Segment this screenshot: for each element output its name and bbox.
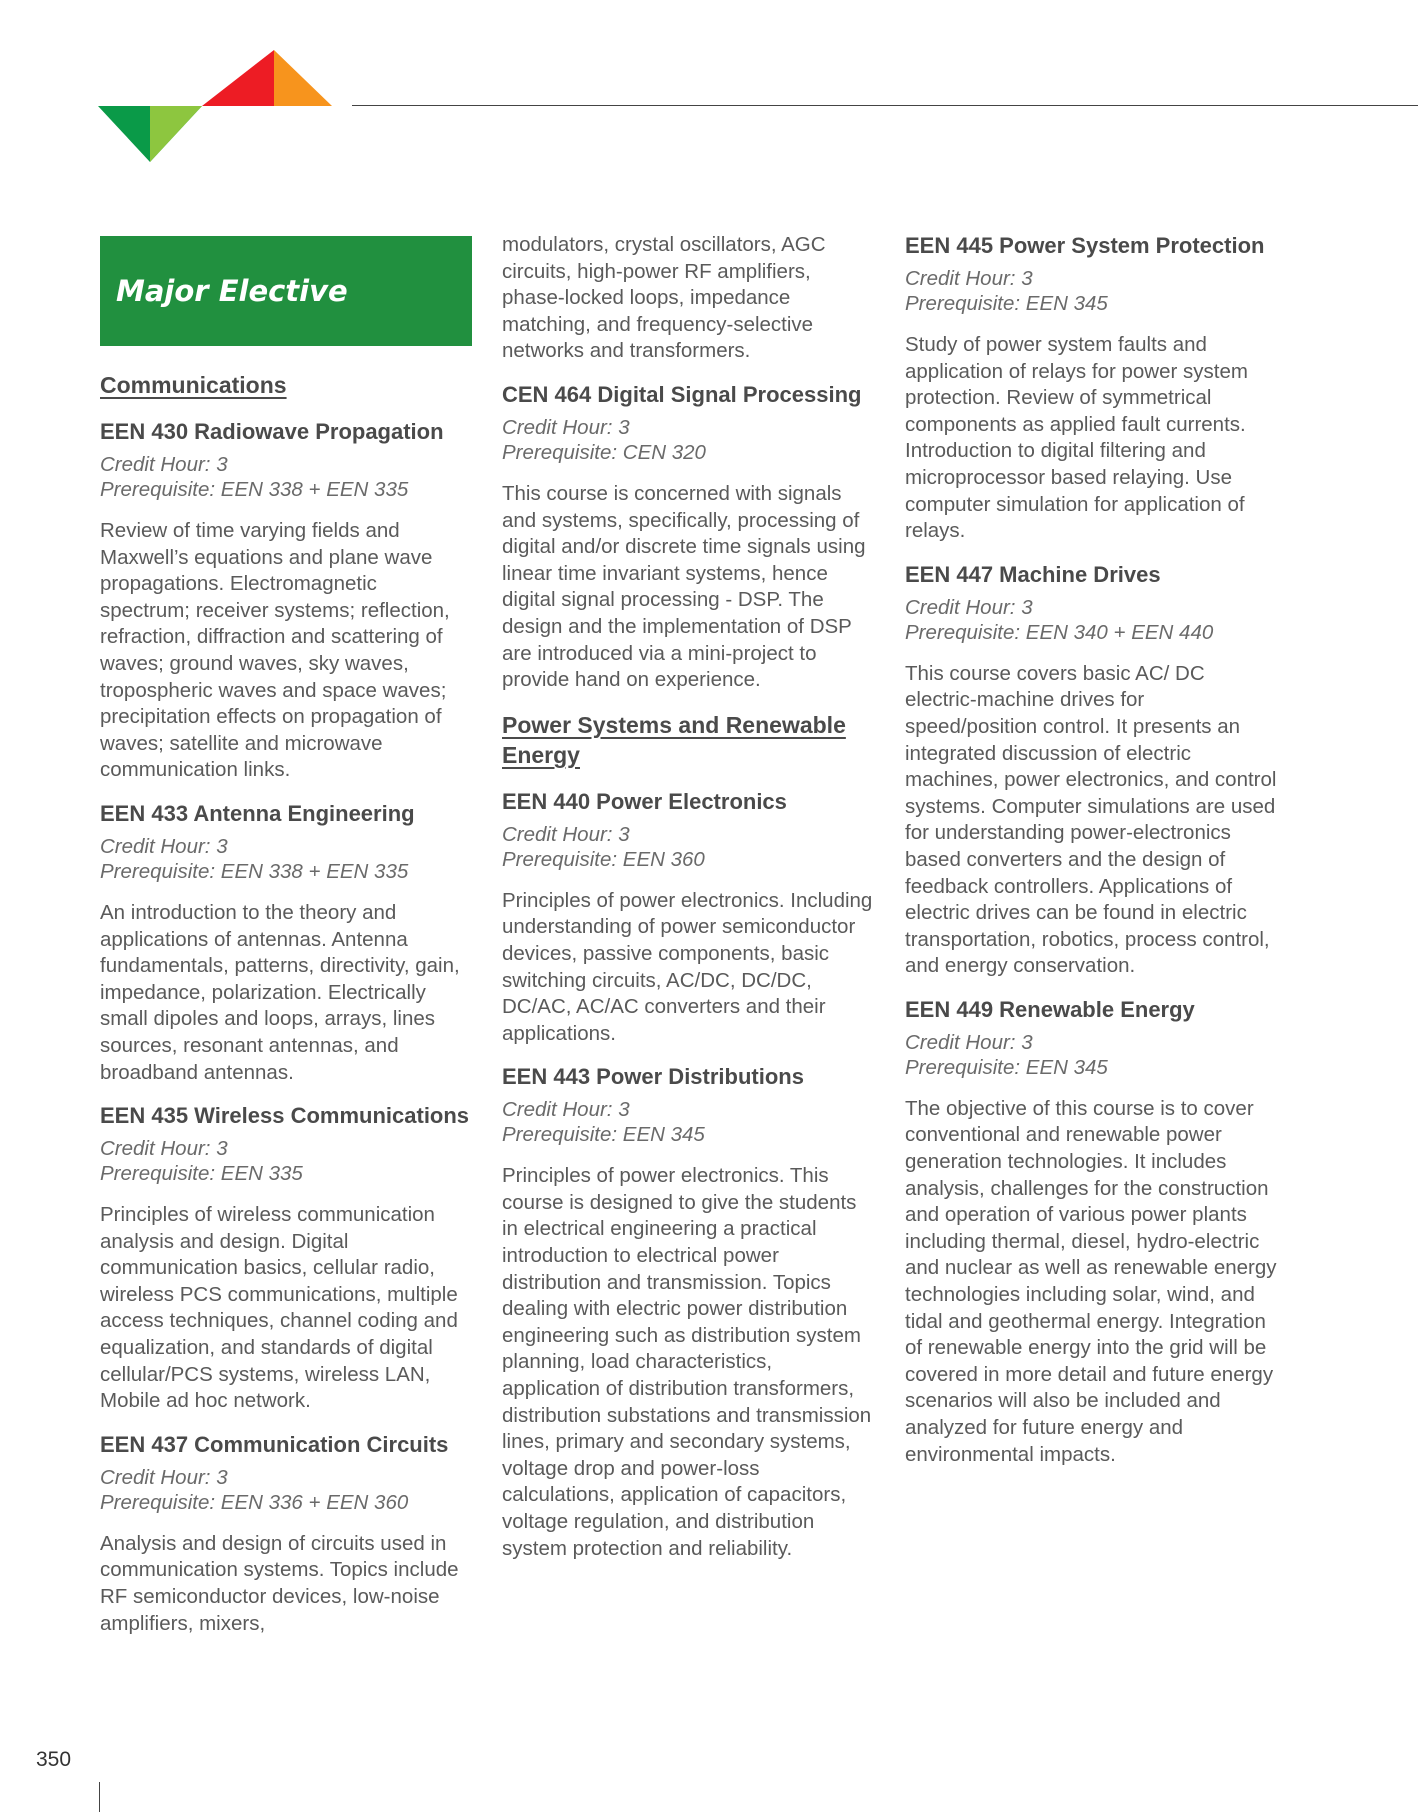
- course-description: Principles of power electronics. This course is designed to give the students in electrical engineering a practical introduction to electrical power distribution and transmission. Topics dealing with electric power distribution engineering such as distribution system planning, load characteristics, application of distribution transformers, distribution substations and transmission lines, primary and secondary systems, voltage drop and power-loss calculations, application of capacitors, voltage regulation, and distribution system protection and reliability.: [502, 1164, 872, 1560]
- credit-hour: Credit Hour: 3: [502, 822, 630, 846]
- credit-hour: Credit Hour: 3: [905, 1030, 1033, 1054]
- page-number: 350: [36, 1748, 72, 1771]
- prerequisite: Prerequisite: EEN 345: [905, 1055, 1108, 1079]
- course-title: EEN 443 Power Distributions: [502, 1064, 804, 1090]
- course-een437: [100, 1431, 472, 1637]
- course-title: EEN 445 Power System Protection: [905, 233, 1265, 258]
- prerequisite: Prerequisite: EEN 345: [502, 1123, 705, 1147]
- prerequisite: Prerequisite: EEN 335: [100, 1162, 303, 1186]
- credit-hour: Credit Hour: 3: [905, 595, 1033, 619]
- course-title: EEN 449 Renewable Energy: [905, 996, 1195, 1022]
- course-cen464: [502, 381, 874, 694]
- course-title: EEN 433 Antenna Engineering: [100, 800, 415, 826]
- credit-hour: Credit Hour: 3: [905, 267, 1033, 290]
- course-een449: [905, 996, 1277, 1468]
- credit-hour: Credit Hour: 3: [100, 1465, 228, 1489]
- logo-triangles: [98, 50, 334, 162]
- course-title: EEN 435 Wireless Communications: [100, 1103, 470, 1129]
- logo-light-green-triangle: [150, 106, 202, 162]
- credit-hour: Credit Hour: 3: [100, 453, 228, 476]
- credit-hour: Credit Hour: 3: [502, 415, 630, 439]
- course-een445: [905, 232, 1277, 545]
- course-description-continued: modulators, crystal oscillators, AGC circuits, high-power RF amplifiers, phase-locked loops, impedance matching, and frequency-selective networks and transformers.: [502, 233, 826, 363]
- course-title: EEN 430 Radiowave Propagation: [100, 419, 444, 444]
- credit-hour: Credit Hour: 3: [502, 1098, 630, 1122]
- prerequisite: Prerequisite: EEN 338 + EEN 335: [100, 859, 409, 883]
- course-een435: [100, 1102, 472, 1415]
- course-description: Study of power system faults and application of relays for power system protection. Review of symmetrical components as applied fault currents. Introduction to digital filtering and microprocessor based relaying. Use computer simulation for application of relays.: [905, 333, 1248, 543]
- course-description: Principles of power electronics. Including understanding of power semiconductor devices, passive components, basic switching circuits, AC/DC, DC/DC, DC/AC, AC/AC converters and their applications.: [502, 888, 873, 1045]
- footer-rule: [99, 1782, 100, 1812]
- course-description: This course is concerned with signals and systems, specifically, processing of digital and/or discrete time signals using linear time invariant systems, hence digital signal processing - DSP. The design and the implementation of DSP are introduced via a mini-project to provide hand on experience.: [502, 481, 866, 692]
- course-een433: [100, 800, 472, 1086]
- prerequisite: Prerequisite: EEN 360: [502, 847, 705, 871]
- prerequisite: Prerequisite: EEN 338 + EEN 335: [100, 478, 409, 501]
- course-description: The objective of this course is to cover conventional and renewable power generation technologies. It includes analysis, challenges for the construction and operation of various power plants including thermal, diesel, hydro-electric and nuclear as well as renewable energy technologies including solar, wind, and tidal and geothermal energy. Integration of renewable energy into the grid will be covered in more detail and future energy scenarios will also be included and analyzed for future energy and environmental impacts.: [905, 1096, 1277, 1466]
- column-1: [100, 232, 472, 1653]
- course-description: Review of time varying fields and Maxwell’s equations and plane wave propagations. Electromagnetic spectrum; receiver systems; reflection, refraction, diffraction and scattering of waves; ground waves, sky waves, tropospheric waves and space waves; precipitation effects on propagation of waves; satellite and microwave communication links.: [100, 519, 450, 782]
- course-title: EEN 437 Communication Circuits: [100, 1431, 449, 1457]
- credit-hour: Credit Hour: 3: [100, 834, 228, 858]
- header-rule: [352, 105, 1418, 106]
- prerequisite: Prerequisite: CEN 320: [502, 440, 706, 464]
- prerequisite: Prerequisite: EEN 340 + EEN 440: [905, 620, 1214, 644]
- course-description: An introduction to the theory and applications of antennas. Antenna fundamentals, patterns, directivity, gain, impedance, polarization. Electrically small dipoles and loops, arrays, lines sources, resonant antennas, and broadband antennas.: [100, 900, 460, 1084]
- course-title: CEN 464 Digital Signal Processing: [502, 381, 862, 407]
- course-een430: [100, 418, 472, 784]
- section-power-systems: Power Systems and Renewable Energy: [502, 711, 846, 768]
- section-communications: Communications: [100, 372, 287, 398]
- major-elective-banner: [100, 236, 472, 346]
- credit-hour: Credit Hour: 3: [100, 1137, 228, 1161]
- prerequisite: Prerequisite: EEN 345: [905, 292, 1108, 315]
- course-title: EEN 440 Power Electronics: [502, 788, 787, 814]
- logo-red-triangle: [202, 50, 274, 106]
- course-een440: [502, 788, 874, 1048]
- course-een447: [905, 561, 1277, 980]
- column-2: [502, 232, 874, 1578]
- column-3: [905, 232, 1277, 1484]
- prerequisite: Prerequisite: EEN 336 + EEN 360: [100, 1490, 409, 1514]
- course-description: This course covers basic AC/ DC electric-machine drives for speed/position control. It presents an integrated discussion of electric machines, power electronics, and control systems. Computer simulations are used for understanding power-electronics based converters and the design of feedback controllers. Applications of electric drives can be found in electric transportation, robotics, process control, and energy conservation.: [905, 661, 1277, 978]
- course-description: Analysis and design of circuits used in communication systems. Topics include RF semiconductor devices, low-noise amplifiers, mixers,: [100, 1531, 459, 1635]
- course-een443: [502, 1063, 874, 1562]
- logo-orange-triangle: [274, 50, 332, 106]
- course-title: EEN 447 Machine Drives: [905, 561, 1161, 587]
- course-description: Principles of wireless communication analysis and design. Digital communication basics, cellular radio, wireless PCS communications, multiple access techniques, channel coding and equalization, and standards of digital cellular/PCS systems, wireless LAN, Mobile ad hoc network.: [100, 1203, 458, 1413]
- banner-title: Major Elective: [116, 274, 348, 308]
